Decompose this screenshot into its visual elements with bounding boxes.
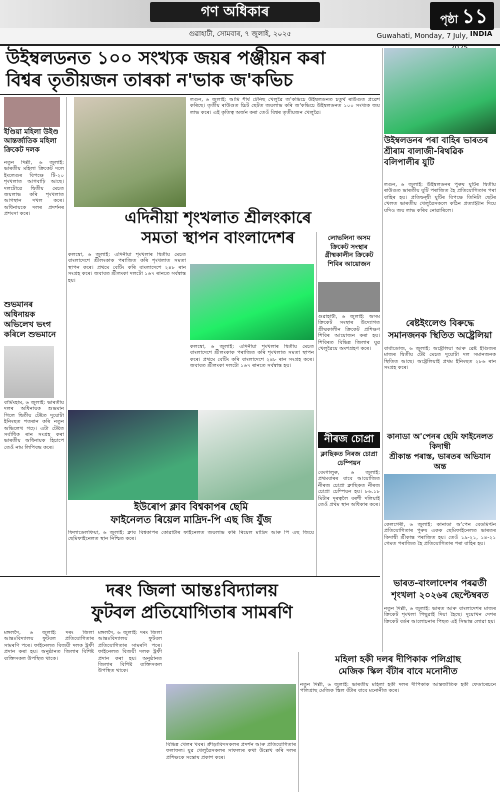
hockey-headline-line2: মেজিক স্কিল বঁটাৰ বাবে মনোনীত	[338, 667, 458, 677]
small-left-text: বিভিন্ন খেলৰ খবৰ। ক্ৰীড়াবিদসকলৰ প্ৰদৰ্শন আৰু প্ৰতিযোগিতাৰ ফলাফল। যুৱ খেলুৱৈসকলৰ সাফল্যৰ কথা উল্লেখ কৰি দলৰ প্ৰশিক্ষকে সন্তোষ প্ৰকাশ কৰে।	[166, 742, 296, 761]
lead-article-text: লণ্ডন, ৬ জুলাই: আমি শীৰ্ষ টেনিছ খেলুৱৈ জ'কভিচে উইম্বলডনত চতুৰ্থ ৰাউণ্ডত প্ৰৱেশ কৰিছে। তৃতীয় ৰাউণ্ডত চ্চিট ছেটত জয়লাভ কৰি জ'কভিচে উইম্বলডনত ১০০ সংখ্যক জয় লাভ কৰে। এই কৃতিত্ব অৰ্জন কৰা তেওঁ বিশ্বৰ তৃতীয়জন খেলুৱৈ।	[190, 97, 380, 116]
darrang-headline-line1: দৰং জিলা আন্তঃবিদ্যালয়	[106, 581, 278, 601]
club-worldcup-headline-line1: ইউৰোপ ক্লাব বিশ্বকাপৰ ছেমি	[133, 502, 249, 513]
lovlina-text: গুৱাহাটী, ৬ জুলাই: অসম ক্ৰিকেট সংস্থাৰ উদ্যোগত গ্ৰীষ্মকালীন ক্ৰিকেট প্ৰশিক্ষণ শিবিৰ আয়োজন কৰা হয়। শিবিৰত বিভিন্ন জিলাৰ যুৱ খেলুৱৈয়ে অংশগ্ৰহণ কৰে।	[318, 314, 380, 353]
darrang-text: মঙ্গলদৈ, ৬ জুলাই: দৰং জিলা আন্তঃবিদ্যালয় ফুটবল প্ৰতিযোগিতাৰ সামৰণি পৰে। ফাইনেলত বিজয়ী দলক ট্ৰফী প্ৰদান কৰা হয়। অনুষ্ঠানত জিলাৰ বিশিষ্ট ব্যক্তিসকল উপস্থিত থাকে।	[4, 630, 94, 662]
hockey-headline-line1: মহিলা হকী দলৰ দীপিকাক পলিগ্ৰাছ	[335, 655, 461, 665]
lovlina-headline: লোভলিনা অসম ক্ৰিকেট সংস্থাৰ গ্ৰীষ্মকালীন ক্ৰিকেট শিবিৰ আয়োজন	[324, 234, 374, 268]
divider	[0, 576, 380, 577]
darrang-text-continued: মঙ্গলদৈ, ৬ জুলাই: দৰং জিলা আন্তঃবিদ্যালয় ফুটবল প্ৰতিযোগিতাৰ সামৰণি পৰে। ফাইনেলত বিজয়ী দলক ট্ৰফী প্ৰদান কৰা হয়। অনুষ্ঠানত জিলাৰ বিশিষ্ট ব্যক্তিসকল উপস্থিত থাকে।	[98, 630, 162, 675]
wimbledon-doubles-headline: উইম্বলডনৰ পৰা বাহিৰ ভাৰতৰ শ্ৰীৰাম বালাজী-ৰিথৱিক বলিপালীৰ যুটি	[384, 136, 489, 168]
darrang-headline-line2: ফুটবল প্ৰতিযোগিতাৰ সামৰণি	[91, 603, 293, 623]
hockey-text: নতুন দিল্লী, ৬ জুলাই: ভাৰতীয় মহিলা হকী দলৰ দীপিকাক আন্তৰ্জাতিক হকী ফেডাৰেচনে পলিগ্ৰাছ মেজিক স্কিল বঁটাৰ বাবে মনোনীত কৰে।	[300, 682, 496, 695]
club-worldcup-text: ফিলাডেলফিয়া, ৬ জুলাই: ক্লাব বিশ্বকাপৰ কোৱাৰ্টাৰ ফাইনেলত জয়লাভ কৰি ৰিয়েল মাদ্ৰিদ আৰু পি এছ জিয়ে ছেমিফাইনেলত স্থান নিশ্চিত কৰে।	[68, 530, 314, 543]
page-number: ১১	[461, 4, 488, 28]
canada-headline-line1-visible: কানাডা অ'পেনৰ ছেমি ফাইনেলত কিদাম্বী	[386, 432, 493, 451]
club-worldcup-photo	[68, 410, 198, 500]
column-divider	[316, 232, 317, 576]
wimbledon-doubles-photo	[384, 48, 496, 134]
column-divider	[382, 48, 383, 652]
divider	[0, 94, 380, 95]
neeraj-text: বেংগালুৰু, ৬ জুলাই: প্ৰথমবাৰৰ বাবে আয়োজিত নীৰজ চোপ্ৰা ক্লাছিকত নীৰজ চোপ্ৰা চেম্পিয়ন হয়। ৮৬.১৮ মিটাৰ দূৰত্বলৈ বৰশী দলিয়াই তেওঁ প্ৰথম স্থান অধিকাৰ কৰে।	[318, 470, 380, 509]
india-bangladesh-text: নতুন দিল্লী, ৬ জুলাই: ভাৰত আৰু বাংলাদেশৰ মাজৰ ক্ৰিকেট শৃংখলা পিছুৱাই দিয়া হৈছে। দুয়োখন দেশৰ ক্ৰিকেট বৰ্ডৰ আলোচনাৰ পিছত এই সিদ্ধান্ত লোৱা হয়।	[384, 606, 496, 625]
djokovic-photo	[74, 97, 186, 207]
test-headline-line1: ৰেষ্টইংলেণ্ড বিৰুদ্ধে	[405, 319, 475, 329]
lead-headline-line1: উইম্বলডনত ১০০ সংখ্যক জয়ৰ পঞ্জীয়ন কৰা	[6, 48, 326, 69]
lovlina-photo	[318, 282, 380, 312]
darrang-photo	[166, 684, 296, 740]
wimbledon-doubles-text: লণ্ডন, ৬ জুলাই: উইম্বলডনৰ পুৰুষ যুটিৰ দ্বিতীয় ৰাউণ্ডত ভাৰতীয় যুটি পৰাজিত হৈ প্ৰতিযোগিতাৰ পৰা বাহিৰ হয়। প্ৰতিদ্বন্দ্বী যুটিৰ বিপক্ষে তিনিটা ছেটৰ খেলত ভাৰতীয় খেলুৱৈসকলে কঠিন প্ৰত্যাহ্বান দিয়ে যদিও জয় লাভ কৰিব নোৱাৰিলে।	[384, 182, 496, 214]
women-cricket-text: নতুন দিল্লী, ৬ জুলাই: ভাৰতীয় মহিলা ক্ৰিকেট দলে ইংলেণ্ডৰ বিপক্ষে টি-২০ শৃংখলাত আগবাঢ়ি আছে। দলটোৱে দ্বিতীয় মেচত জয়লাভ কৰি শৃংখলাত আগস্থান দখল কৰে। অধিনায়কে দলৰ প্ৰদৰ্শনৰ প্ৰশংসা কৰে।	[4, 160, 64, 218]
column-divider	[66, 97, 67, 575]
club-worldcup-headline-line2: ফাইনেলত ৰিয়েল মাদ্ৰিদ-পি এছ জি যুঁজ	[110, 515, 272, 526]
srilanka-headline-line2: সমতা স্থাপন বাংলাদেশৰ	[141, 228, 295, 247]
srilanka-headline-line1: এদিনীয়া শৃংখলাত শ্ৰীলংকাৰে	[124, 208, 312, 227]
gill-text: বাৰ্মিংহাম, ৬ জুলাই: ভাৰতীয় দলৰ অধিনায়ক শুভমান গিলে দ্বিতীয় টেষ্টত দুয়োটা ইনিংছত শতৰান কৰি নতুন অভিলেখ গঢ়ে। এটা টেষ্টত সৰ্বাধিক ৰান সংগ্ৰহ কৰা ভাৰতীয় অধিনায়ক হিচাপে তেওঁ নাম লিপিবদ্ধ কৰে।	[4, 400, 64, 451]
srilanka-text-continued: কলম্বো, ৬ জুলাই: এদিনীয়া শৃংখলাৰ দ্বিতীয় মেচত বাংলাদেশে শ্ৰীলংকাক পৰাজিত কৰি শৃংখলাত সমতা স্থাপন কৰে। প্ৰথমে বেটিং কৰি বাংলাদেশে ২৪৮ ৰান সংগ্ৰহ কৰে। জবাবত শ্ৰীলংকা দলটো ১৬৭ ৰানতে সৰ্বস্বান্ত হয়।	[190, 344, 314, 370]
page-label: পৃষ্ঠা	[440, 13, 458, 26]
canada-text: কেলগেৰী, ৬ জুলাই: কানাডা অ'পেন বেডমিণ্টন প্ৰতিযোগিতাৰ পুৰুষ একক ছেমিফাইনেলত ভাৰতৰ কিদাম্বী শ্ৰীকান্ত পৰাজিত হয়। তেওঁ ১৯-২১, ১৪-২১ গেমত পৰাজিত হৈ প্ৰতিযোগিতাৰ পৰা বাহিৰ হয়।	[384, 522, 496, 548]
srilanka-team-photo	[190, 264, 314, 340]
gill-headline: শুভমানৰ অধিনায়ক অভিলেখ ভংগ কৰিলে শুভমানে	[4, 300, 56, 339]
srikanth-photo	[384, 474, 496, 520]
english-dateline: Guwahati, Monday, 7 July,	[376, 32, 468, 40]
srilanka-text: কলম্বো, ৬ জুলাই: এদিনীয়া শৃংখলাৰ দ্বিতীয় মেচত বাংলাদেশে শ্ৰীলংকাক পৰাজিত কৰি শৃংখলাত সমতা স্থাপন কৰে। প্ৰথমে বেটিং কৰি বাংলাদেশে ২৪৮ ৰান সংগ্ৰহ কৰে। জবাবত শ্ৰীলংকা দলটো ১৬৭ ৰানতে সৰ্বস্বান্ত হয়।	[68, 252, 186, 284]
canada-headline-line2: শ্ৰীকান্ত পৰাস্ত, ভাৰতৰ অভিযান অন্ত	[389, 452, 491, 471]
page-number-box	[430, 2, 494, 30]
india-bangladesh-headline-line2: শৃংখলা ২০২৬ৰ ছেপ্টেম্বৰত	[391, 591, 489, 601]
women-cricket-headline: ইণ্ডিয়া মহিলা উইণ্ড আন্তৰ্জাতিক মহিলা ক্ৰিকেট দলক	[4, 128, 59, 154]
gill-photo	[4, 346, 54, 398]
club-worldcup-photo-2	[198, 410, 314, 500]
test-text: বাৰ্বাডোজ, ৬ জুলাই: অষ্ট্ৰেলিয়া আৰু ৱেষ্ট ইণ্ডিজৰ মাজৰ দ্বিতীয় টেষ্ট মেচত দুয়োটা দল সমানজনক স্থিতিত আছে। অষ্ট্ৰেলিয়াই প্ৰথম ইনিংছত ২৮৬ ৰান সংগ্ৰহ কৰে।	[384, 346, 496, 372]
neeraj-headline-line1: নীৰজ চোপ্ৰা	[318, 432, 380, 448]
assamese-dateline: গুৱাহাটী, সোমবাৰ, ৭ জুলাই, ২০২৫	[188, 30, 292, 38]
test-headline-line2: সমানজনক স্থিতিত অষ্ট্ৰেলিয়া	[388, 331, 492, 341]
column-divider	[298, 652, 299, 792]
india-bangladesh-headline-line1: ভাৰত-বাংলাদেশৰ পৰৱৰ্তী	[393, 579, 487, 589]
women-cricket-photo	[4, 97, 60, 127]
newspaper-title: গণ অধিকাৰ	[150, 2, 320, 22]
lead-headline-line2: বিশ্বৰ তৃতীয়জন তাৰকা ন'ভাক জ'কভিচ	[6, 70, 293, 91]
neeraj-headline-line2: ক্লাছিকত নিৰজ চোপ্ৰা চেম্পিয়ন	[320, 450, 378, 467]
page-suffix: INDIA	[470, 30, 493, 38]
